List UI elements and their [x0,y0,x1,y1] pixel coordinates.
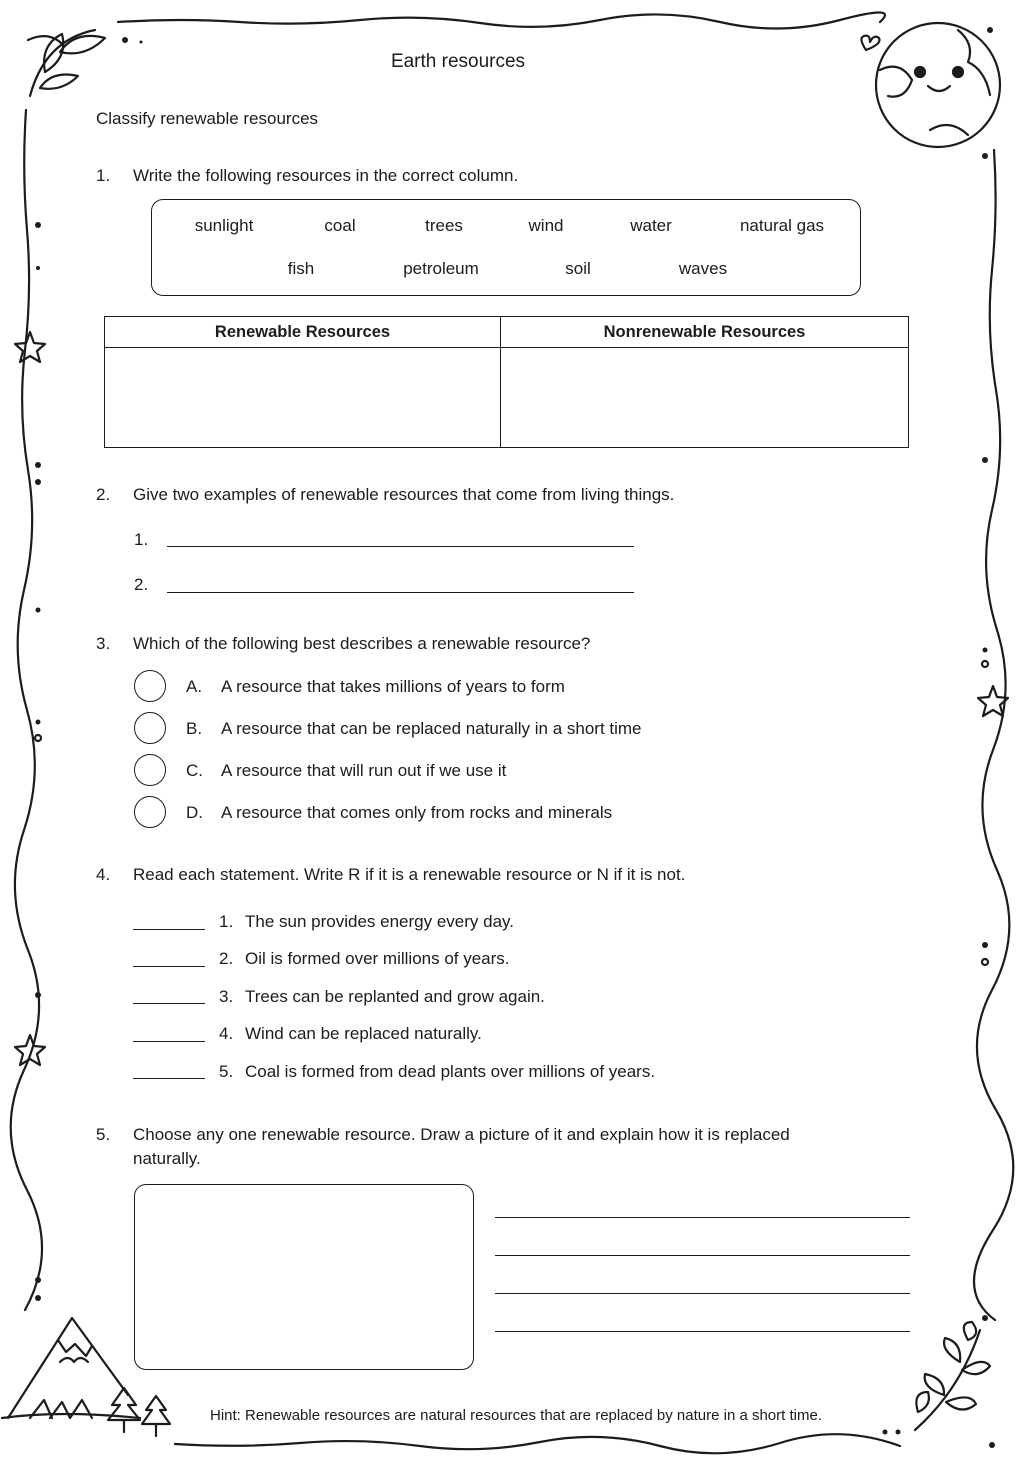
q4-number: 4. [96,865,111,884]
nonrenewable-header: Nonrenewable Resources [501,317,909,348]
explanation-line[interactable] [495,1217,910,1218]
q5-prompt-line1: Choose any one renewable resource. Draw a picture of it and explain how it is replaced [133,1125,790,1144]
statement-text: Wind can be replaced naturally. [245,1024,482,1043]
option-d-text: A resource that comes only from rocks and minerals [221,803,613,822]
q1-number: 1. [96,166,111,185]
earth-icon [876,23,1000,147]
word-bank-item: trees [425,216,463,235]
statement-answer-blank[interactable] [133,929,205,930]
statement-answer-blank[interactable] [133,1041,205,1042]
statement-number: 4. [219,1024,234,1043]
worksheet-subtitle: Classify renewable resources [96,109,319,128]
statement-text: The sun provides energy every day. [245,912,514,931]
q3-number: 3. [96,634,111,653]
q2-blank-label: 2. [134,575,149,594]
statement-answer-blank[interactable] [133,1003,205,1004]
explanation-line[interactable] [495,1293,910,1294]
q2-answer-line-1[interactable] [167,546,634,547]
word-bank-item: sunlight [194,216,254,235]
statement-number: 2. [219,949,234,968]
statement-text: Oil is formed over millions of years. [245,949,510,968]
option-d-letter: D. [186,803,203,822]
leaf-branch-icon [915,1322,990,1430]
q2-prompt: Give two examples of renewable resources that come from living things. [133,485,675,504]
option-a-radio[interactable] [134,670,166,702]
statement-text: Trees can be replanted and grow again. [245,987,545,1006]
q3-prompt: Which of the following best describes a renewable resource? [133,634,591,653]
q4-prompt: Read each statement. Write R if it is a renewable resource or N if it is not. [133,865,686,884]
option-c-letter: C. [186,761,203,780]
option-d-radio[interactable] [134,796,166,828]
statement-answer-blank[interactable] [133,1078,205,1079]
statement-number: 3. [219,987,234,1006]
word-bank-item: water [630,216,672,235]
q2-blank-label: 1. [134,530,149,549]
word-bank-item: wind [528,216,564,235]
word-bank-item: natural gas [739,216,825,235]
renewable-header: Renewable Resources [105,317,501,348]
mountain-icon [2,1318,140,1418]
q1-prompt: Write the following resources in the correct column. [133,166,519,185]
heart-icon [861,36,879,50]
option-a-letter: A. [186,677,203,696]
option-a-text: A resource that takes millions of years to form [221,677,565,696]
nonrenewable-answer-cell[interactable] [501,348,909,448]
option-b-letter: B. [186,719,203,738]
option-b-radio[interactable] [134,712,166,744]
option-b-text: A resource that can be replaced naturally in a short time [221,719,642,738]
statement-answer-blank[interactable] [133,966,205,967]
renewable-answer-cell[interactable] [105,348,501,448]
option-c-radio[interactable] [134,754,166,786]
worksheet-title: Earth resources [390,51,526,72]
classification-table [104,316,909,448]
q5-number: 5. [96,1125,111,1144]
word-bank-item: petroleum [403,259,479,278]
q2-answer-line-2[interactable] [167,592,634,593]
hint-text: Hint: Renewable resources are natural resources that are replaced by nature in a short time. [210,1407,822,1424]
statement-text: Coal is formed from dead plants over millions of years. [245,1062,656,1081]
word-bank [151,199,861,296]
explanation-line[interactable] [495,1331,910,1332]
q5-prompt-line2: naturally. [133,1149,201,1168]
statement-number: 5. [219,1062,234,1081]
statement-number: 1. [219,912,234,931]
option-c-text: A resource that will run out if we use it [221,761,507,780]
word-bank-item: waves [678,259,728,278]
pine-tree-icon [108,1388,170,1436]
word-bank-item: fish [287,259,315,278]
explanation-line[interactable] [495,1255,910,1256]
word-bank-item: coal [324,216,356,235]
q2-number: 2. [96,485,111,504]
drawing-box[interactable] [134,1184,474,1370]
word-bank-item: soil [565,259,591,278]
